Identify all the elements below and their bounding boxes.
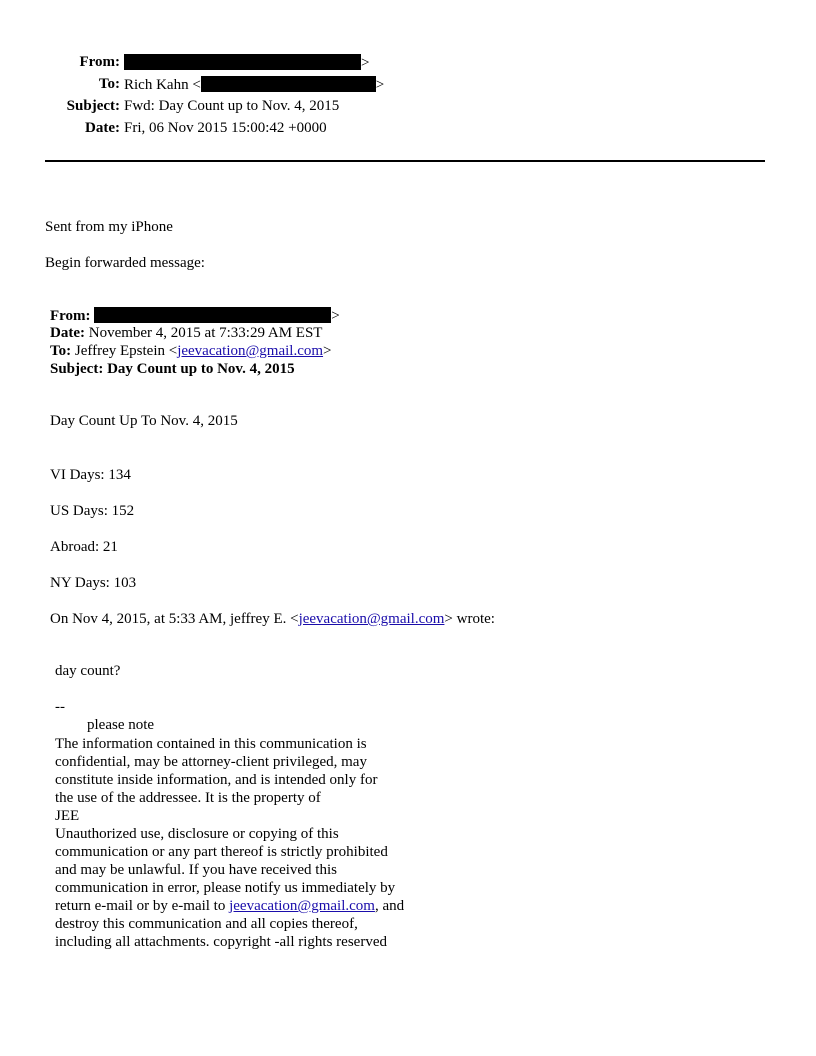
to-label: To:: [98, 76, 120, 92]
ny-days: NY Days: 103: [50, 575, 137, 591]
quote-attribution: On Nov 4, 2015, at 5:33 AM, jeffrey E. <jeevacation@gmail.com> wrote:: [50, 611, 495, 627]
disclaimer-line: Unauthorized use, disclosure or copying of this: [55, 826, 339, 842]
subject-label: Subject:: [66, 98, 120, 114]
message-title: Day Count Up To Nov. 4, 2015: [50, 413, 238, 429]
redaction-bar: [94, 307, 331, 323]
sent-from-line: Sent from my iPhone: [45, 219, 173, 235]
subject-value: Fwd: Day Count up to Nov. 4, 2015: [124, 98, 340, 114]
us-days: US Days: 152: [50, 503, 135, 519]
fwd-from: From: >: [50, 308, 340, 324]
disclaimer-line: destroy this communication and all copies thereof,: [55, 916, 358, 932]
abroad-days: Abroad: 21: [50, 539, 118, 555]
disclaimer-line: return e-mail or by e-mail to jeevacation@gmail.com, and: [55, 898, 405, 914]
disclaimer-line: and may be unlawful. If you have received this: [55, 862, 337, 878]
header-divider: [45, 160, 765, 162]
from-value: >: [124, 54, 369, 72]
disclaimer-line: including all attachments. copyright -all rights reserved: [55, 934, 387, 950]
date-label: Date:: [85, 120, 120, 136]
disclaimer-line: constitute inside information, and is intended only for: [55, 772, 378, 788]
disclaimer-email-link[interactable]: jeevacation@gmail.com: [229, 898, 375, 914]
please-note: please note: [87, 717, 155, 733]
date-value: Fri, 06 Nov 2015 15:00:42 +0000: [124, 120, 327, 136]
disclaimer: [55, 735, 404, 951]
to-value: Rich Kahn < >: [124, 77, 385, 93]
begin-forwarded-line: Begin forwarded message:: [45, 255, 205, 271]
fwd-to: To: Jeffrey Epstein <jeevacation@gmail.com>: [50, 343, 332, 359]
redaction-bar: [124, 54, 361, 70]
quote-email-link[interactable]: jeevacation@gmail.com: [298, 611, 445, 627]
vi-days: VI Days: 134: [50, 467, 131, 483]
fwd-to-email-link[interactable]: jeevacation@gmail.com: [177, 343, 324, 359]
disclaimer-line: The information contained in this communication is: [55, 736, 367, 752]
disclaimer-line: the use of the addressee. It is the property of: [55, 790, 321, 806]
fwd-date: Date: November 4, 2015 at 7:33:29 AM EST: [50, 325, 323, 341]
disclaimer-line: communication in error, please notify us immediately by: [55, 880, 396, 896]
disclaimer-line: communication or any part thereof is strictly prohibited: [55, 844, 388, 860]
disclaimer-line: confidential, may be attorney-client privileged, may: [55, 754, 367, 770]
disclaimer-line: JEE: [55, 808, 80, 824]
redaction-bar: [201, 76, 376, 92]
signature-dash: --: [55, 699, 65, 715]
from-label: From:: [79, 54, 120, 70]
fwd-subject: Subject: Day Count up to Nov. 4, 2015: [50, 361, 295, 377]
quoted-question: day count?: [55, 663, 121, 679]
